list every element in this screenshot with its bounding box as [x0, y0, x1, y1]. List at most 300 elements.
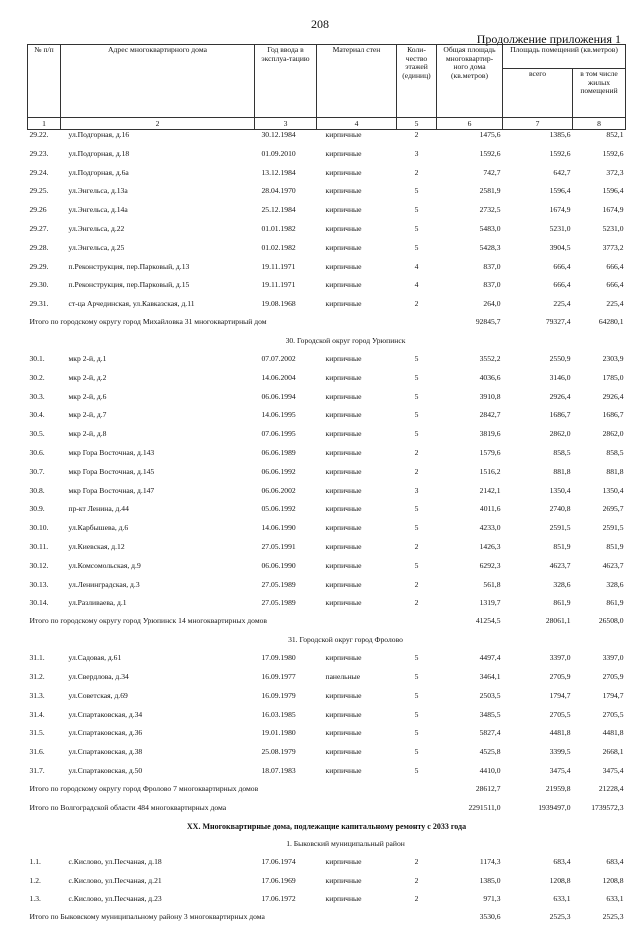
row-address: п.Реконструкция, пер.Парковый, д.13 [61, 262, 255, 281]
row-premises-area: 2705,9 [503, 672, 573, 691]
row-floors: 5 [397, 728, 437, 747]
row-premises-area: 666,4 [503, 280, 573, 299]
table-row [28, 168, 626, 187]
total-area-sum: 28612,7 [437, 785, 503, 804]
row-material: кирпичные [317, 467, 397, 486]
row-year: 14.06.2004 [255, 373, 317, 392]
row-floors: 5 [397, 243, 437, 262]
table-row [28, 299, 626, 318]
row-address: ул.Разливаева, д.1 [61, 598, 255, 617]
row-living-area: 666,4 [573, 280, 626, 299]
row-number: 31.4. [28, 710, 61, 729]
row-material: кирпичные [317, 728, 397, 747]
row-material: кирпичные [317, 280, 397, 299]
row-premises-area: 4623,7 [503, 561, 573, 580]
row-year: 30.12.1984 [255, 130, 317, 149]
row-material: кирпичные [317, 224, 397, 243]
total-premises-sum: 1939497,0 [503, 804, 573, 823]
row-premises-area: 1385,6 [503, 130, 573, 149]
table-row [28, 392, 626, 411]
row-number: 31.3. [28, 691, 61, 710]
total-row [28, 785, 626, 804]
row-premises-area: 2926,4 [503, 392, 573, 411]
row-total-area: 4011,6 [437, 504, 503, 523]
total-premises-sum: 28061,1 [503, 617, 573, 636]
row-premises-area: 858,5 [503, 448, 573, 467]
row-living-area: 328,6 [573, 580, 626, 599]
row-total-area: 1426,3 [437, 542, 503, 561]
row-address: ул.Энгельса, д.13а [61, 186, 255, 205]
row-number: 30.6. [28, 448, 61, 467]
row-address: ул.Садовая, д.61 [61, 653, 255, 672]
header-total-area: Общая площадь многоквартир-ного дома (кв.метров) [437, 45, 503, 118]
total-area-sum: 2291511,0 [437, 804, 503, 823]
row-number: 30.9. [28, 504, 61, 523]
header-material: Материал стен [317, 45, 397, 118]
row-floors: 5 [397, 523, 437, 542]
row-year: 01.01.1982 [255, 224, 317, 243]
row-number: 30.10. [28, 523, 61, 542]
row-total-area: 3552,2 [437, 354, 503, 373]
row-total-area: 837,0 [437, 280, 503, 299]
table-row [28, 130, 626, 149]
row-material: кирпичные [317, 354, 397, 373]
row-total-area: 837,0 [437, 262, 503, 281]
table-row [28, 410, 626, 429]
row-living-area: 372,3 [573, 168, 626, 187]
row-total-area: 4497,4 [437, 653, 503, 672]
row-address: мкр 2-й, д.7 [61, 410, 255, 429]
row-address: п.Реконструкция, пер.Парковый, д.15 [61, 280, 255, 299]
row-living-area: 1350,4 [573, 486, 626, 505]
row-address: ул.Подгорная, д.18 [61, 149, 255, 168]
row-address: ул.Подгорная, д.6а [61, 168, 255, 187]
total-label: Итого по Быковскому муниципальному району 3 многоквартирных дома [28, 913, 437, 932]
row-address: мкр 2-й, д.1 [61, 354, 255, 373]
row-total-area: 3485,5 [437, 710, 503, 729]
header-year: Год ввода в эксплуа-тацию [255, 45, 317, 118]
row-floors: 5 [397, 410, 437, 429]
row-total-area: 6292,3 [437, 561, 503, 580]
row-living-area: 1686,7 [573, 410, 626, 429]
row-premises-area: 861,9 [503, 598, 573, 617]
section-heading: 1. Быковский муниципальный район [28, 840, 626, 857]
row-premises-area: 3399,5 [503, 747, 573, 766]
row-material: кирпичные [317, 149, 397, 168]
row-living-area: 633,1 [573, 894, 626, 913]
column-number: 7 [503, 118, 573, 130]
row-living-area: 3475,4 [573, 766, 626, 785]
table-row [28, 448, 626, 467]
row-year: 07.06.1995 [255, 429, 317, 448]
row-material: кирпичные [317, 747, 397, 766]
table-row [28, 354, 626, 373]
row-address: мкр Гора Восточная, д.147 [61, 486, 255, 505]
row-number: 30.8. [28, 486, 61, 505]
row-address: ул.Комсомольская, д.9 [61, 561, 255, 580]
header-address: Адрес многоквартирного дома [61, 45, 255, 118]
row-living-area: 881,8 [573, 467, 626, 486]
row-year: 01.09.2010 [255, 149, 317, 168]
table-row [28, 691, 626, 710]
table-row [28, 280, 626, 299]
row-number: 30.5. [28, 429, 61, 448]
table-row [28, 894, 626, 913]
row-living-area: 1794,7 [573, 691, 626, 710]
table-row [28, 205, 626, 224]
row-number: 31.7. [28, 766, 61, 785]
total-premises-sum: 21959,8 [503, 785, 573, 804]
row-total-area: 5428,3 [437, 243, 503, 262]
row-year: 17.06.1969 [255, 876, 317, 895]
table-row [28, 876, 626, 895]
table-row [28, 429, 626, 448]
row-address: мкр Гора Восточная, д.145 [61, 467, 255, 486]
row-total-area: 742,7 [437, 168, 503, 187]
row-material: кирпичные [317, 205, 397, 224]
row-number: 1.2. [28, 876, 61, 895]
row-number: 29.29. [28, 262, 61, 281]
section-heading-row [28, 337, 626, 354]
row-premises-area: 666,4 [503, 262, 573, 281]
total-living-sum: 1739572,3 [573, 804, 626, 823]
row-number: 30.14. [28, 598, 61, 617]
row-floors: 5 [397, 186, 437, 205]
row-premises-area: 3475,4 [503, 766, 573, 785]
row-floors: 5 [397, 561, 437, 580]
row-total-area: 4036,6 [437, 373, 503, 392]
row-address: ул.Советская, д.69 [61, 691, 255, 710]
row-total-area: 3910,8 [437, 392, 503, 411]
row-address: ул.Энгельса, д.25 [61, 243, 255, 262]
row-living-area: 225,4 [573, 299, 626, 318]
row-floors: 4 [397, 262, 437, 281]
row-material: кирпичные [317, 561, 397, 580]
row-material: кирпичные [317, 429, 397, 448]
row-material: кирпичные [317, 410, 397, 429]
row-year: 19.11.1971 [255, 280, 317, 299]
row-floors: 3 [397, 486, 437, 505]
row-living-area: 1208,8 [573, 876, 626, 895]
total-area-sum: 92845,7 [437, 318, 503, 337]
row-address: ул.Киевская, д.12 [61, 542, 255, 561]
row-premises-area: 328,6 [503, 580, 573, 599]
row-number: 30.2. [28, 373, 61, 392]
row-floors: 5 [397, 205, 437, 224]
row-address: ул.Энгельса, д.22 [61, 224, 255, 243]
column-number: 2 [61, 118, 255, 130]
table-row [28, 467, 626, 486]
row-material: кирпичные [317, 168, 397, 187]
row-floors: 4 [397, 280, 437, 299]
row-material: кирпичные [317, 523, 397, 542]
row-year: 05.06.1992 [255, 504, 317, 523]
row-living-area: 2862,0 [573, 429, 626, 448]
row-floors: 2 [397, 542, 437, 561]
row-total-area: 1385,0 [437, 876, 503, 895]
table-row [28, 186, 626, 205]
row-total-area: 3819,6 [437, 429, 503, 448]
row-material: кирпичные [317, 243, 397, 262]
row-year: 06.06.2002 [255, 486, 317, 505]
row-premises-area: 3146,0 [503, 373, 573, 392]
row-material: кирпичные [317, 653, 397, 672]
row-premises-area: 1794,7 [503, 691, 573, 710]
row-floors: 5 [397, 766, 437, 785]
row-material: кирпичные [317, 691, 397, 710]
row-living-area: 1592,6 [573, 149, 626, 168]
table-row [28, 486, 626, 505]
row-address: с.Кислово, ул.Песчаная, д.21 [61, 876, 255, 895]
row-material: кирпичные [317, 580, 397, 599]
row-year: 06.06.1989 [255, 448, 317, 467]
row-floors: 5 [397, 710, 437, 729]
row-material: кирпичные [317, 766, 397, 785]
row-living-area: 1785,0 [573, 373, 626, 392]
table-row [28, 766, 626, 785]
row-number: 1.1. [28, 857, 61, 876]
column-number: 1 [28, 118, 61, 130]
table-body [28, 130, 626, 932]
row-year: 19.08.1968 [255, 299, 317, 318]
row-total-area: 264,0 [437, 299, 503, 318]
total-label: Итого по Волгоградской области 484 многоквартирных дома [28, 804, 437, 823]
row-number: 31.6. [28, 747, 61, 766]
row-floors: 5 [397, 747, 437, 766]
table-row [28, 580, 626, 599]
row-address: мкр Гора Восточная, д.143 [61, 448, 255, 467]
row-material: кирпичные [317, 710, 397, 729]
column-number: 5 [397, 118, 437, 130]
row-material: кирпичные [317, 299, 397, 318]
row-address: ул.Карбышева, д.6 [61, 523, 255, 542]
row-floors: 2 [397, 857, 437, 876]
row-premises-area: 1350,4 [503, 486, 573, 505]
total-row [28, 617, 626, 636]
row-living-area: 4623,7 [573, 561, 626, 580]
row-material: панельные [317, 672, 397, 691]
row-total-area: 1174,3 [437, 857, 503, 876]
row-address: ул.Энгельса, д.14а [61, 205, 255, 224]
row-living-area: 4481,8 [573, 728, 626, 747]
row-number: 29.26 [28, 205, 61, 224]
row-material: кирпичные [317, 486, 397, 505]
row-address: ул.Подгорная, д.16 [61, 130, 255, 149]
row-floors: 2 [397, 580, 437, 599]
column-number: 6 [437, 118, 503, 130]
row-premises-area: 633,1 [503, 894, 573, 913]
row-floors: 5 [397, 653, 437, 672]
row-floors: 5 [397, 373, 437, 392]
row-premises-area: 642,7 [503, 168, 573, 187]
row-living-area: 851,9 [573, 542, 626, 561]
row-premises-area: 3397,0 [503, 653, 573, 672]
row-living-area: 858,5 [573, 448, 626, 467]
row-material: кирпичные [317, 894, 397, 913]
row-premises-area: 1596,4 [503, 186, 573, 205]
row-premises-area: 2740,8 [503, 504, 573, 523]
row-year: 17.06.1972 [255, 894, 317, 913]
row-material: кирпичные [317, 542, 397, 561]
table-row [28, 149, 626, 168]
row-floors: 5 [397, 672, 437, 691]
section-heading-row [28, 636, 626, 653]
row-year: 27.05.1989 [255, 598, 317, 617]
header-premises-group: Площадь помещений (кв.метров) [503, 45, 626, 69]
row-material: кирпичные [317, 448, 397, 467]
row-premises-area: 2591,5 [503, 523, 573, 542]
row-material: кирпичные [317, 373, 397, 392]
row-living-area: 2303,9 [573, 354, 626, 373]
table-row [28, 598, 626, 617]
row-premises-area: 1208,8 [503, 876, 573, 895]
column-number-row [28, 118, 626, 130]
row-total-area: 5483,0 [437, 224, 503, 243]
row-floors: 3 [397, 149, 437, 168]
row-number: 30.1. [28, 354, 61, 373]
row-number: 31.1. [28, 653, 61, 672]
row-living-area: 2705,9 [573, 672, 626, 691]
row-premises-area: 2705,5 [503, 710, 573, 729]
row-total-area: 4410,0 [437, 766, 503, 785]
row-address: пр-кт Ленина, д.44 [61, 504, 255, 523]
row-number: 30.7. [28, 467, 61, 486]
total-label: Итого по городскому округу город Урюпинск 14 многоквартирных домов [28, 617, 437, 636]
row-number: 31.2. [28, 672, 61, 691]
row-floors: 5 [397, 691, 437, 710]
row-year: 28.04.1970 [255, 186, 317, 205]
row-year: 25.12.1984 [255, 205, 317, 224]
row-living-area: 852,1 [573, 130, 626, 149]
row-premises-area: 5231,0 [503, 224, 573, 243]
total-area-sum: 3530,6 [437, 913, 503, 932]
row-total-area: 3464,1 [437, 672, 503, 691]
row-living-area: 2668,1 [573, 747, 626, 766]
row-total-area: 5827,4 [437, 728, 503, 747]
row-address: мкр 2-й, д.2 [61, 373, 255, 392]
row-floors: 5 [397, 224, 437, 243]
row-total-area: 4233,0 [437, 523, 503, 542]
total-label: Итого по городскому округу город Михайловка 31 многоквартирный дом [28, 318, 437, 337]
row-number: 29.23. [28, 149, 61, 168]
row-number: 30.12. [28, 561, 61, 580]
row-premises-area: 2862,0 [503, 429, 573, 448]
total-area-sum: 41254,5 [437, 617, 503, 636]
row-living-area: 2926,4 [573, 392, 626, 411]
section-heading-row [28, 823, 626, 840]
row-material: кирпичные [317, 504, 397, 523]
page-number: 208 [0, 17, 640, 32]
total-row [28, 804, 626, 823]
row-floors: 2 [397, 467, 437, 486]
row-address: ул.Спартаковская, д.38 [61, 747, 255, 766]
row-floors: 2 [397, 876, 437, 895]
row-address: ул.Свердлова, д.34 [61, 672, 255, 691]
row-year: 06.06.1992 [255, 467, 317, 486]
row-number: 29.30. [28, 280, 61, 299]
total-row [28, 318, 626, 337]
row-living-area: 1596,4 [573, 186, 626, 205]
table-row [28, 672, 626, 691]
row-number: 29.22. [28, 130, 61, 149]
row-year: 27.05.1989 [255, 580, 317, 599]
row-number: 1.3. [28, 894, 61, 913]
row-living-area: 861,9 [573, 598, 626, 617]
row-total-area: 1475,6 [437, 130, 503, 149]
row-year: 19.01.1980 [255, 728, 317, 747]
table-row [28, 857, 626, 876]
table-row [28, 373, 626, 392]
row-total-area: 1516,2 [437, 467, 503, 486]
appendix-note: Продолжение приложения 1 [477, 32, 621, 47]
row-number: 29.27. [28, 224, 61, 243]
section-heading: XX. Многоквартирные дома, подлежащие капитальному ремонту с 2033 года [28, 823, 626, 840]
header-num: № п/п [28, 45, 61, 118]
row-floors: 2 [397, 894, 437, 913]
row-year: 01.02.1982 [255, 243, 317, 262]
row-premises-area: 4481,8 [503, 728, 573, 747]
row-total-area: 1579,6 [437, 448, 503, 467]
row-living-area: 683,4 [573, 857, 626, 876]
row-total-area: 2503,5 [437, 691, 503, 710]
total-living-sum: 26508,0 [573, 617, 626, 636]
row-floors: 2 [397, 448, 437, 467]
row-total-area: 2732,5 [437, 205, 503, 224]
header-premises-total: всего [503, 69, 573, 118]
header-floors: Коли-чество этажей (единиц) [397, 45, 437, 118]
total-living-sum: 2525,3 [573, 913, 626, 932]
row-material: кирпичные [317, 130, 397, 149]
row-address: ст-ца Арчединская, ул.Кавказская, д.11 [61, 299, 255, 318]
column-number: 8 [573, 118, 626, 130]
section-heading: 31. Городской округ город Фролово [28, 636, 626, 653]
row-living-area: 2705,5 [573, 710, 626, 729]
column-number: 3 [255, 118, 317, 130]
row-address: мкр 2-й, д.6 [61, 392, 255, 411]
total-row [28, 913, 626, 932]
row-total-area: 1319,7 [437, 598, 503, 617]
row-premises-area: 683,4 [503, 857, 573, 876]
row-premises-area: 1686,7 [503, 410, 573, 429]
row-floors: 2 [397, 168, 437, 187]
table-row [28, 243, 626, 262]
row-address: ул.Спартаковская, д.50 [61, 766, 255, 785]
total-living-sum: 21228,4 [573, 785, 626, 804]
row-material: кирпичные [317, 186, 397, 205]
row-premises-area: 1592,6 [503, 149, 573, 168]
row-year: 14.06.1995 [255, 410, 317, 429]
table-row [28, 728, 626, 747]
row-total-area: 4525,8 [437, 747, 503, 766]
row-floors: 5 [397, 429, 437, 448]
row-floors: 5 [397, 392, 437, 411]
row-total-area: 2581,9 [437, 186, 503, 205]
section-heading-row [28, 840, 626, 857]
row-floors: 2 [397, 598, 437, 617]
row-living-area: 2695,7 [573, 504, 626, 523]
table-row [28, 747, 626, 766]
row-year: 18.07.1983 [255, 766, 317, 785]
row-year: 17.09.1980 [255, 653, 317, 672]
row-number: 31.5. [28, 728, 61, 747]
table-row [28, 224, 626, 243]
row-year: 06.06.1990 [255, 561, 317, 580]
section-heading: 30. Городской округ город Урюпинск [28, 337, 626, 354]
row-total-area: 2142,1 [437, 486, 503, 505]
row-premises-area: 225,4 [503, 299, 573, 318]
row-premises-area: 1674,9 [503, 205, 573, 224]
row-material: кирпичные [317, 598, 397, 617]
